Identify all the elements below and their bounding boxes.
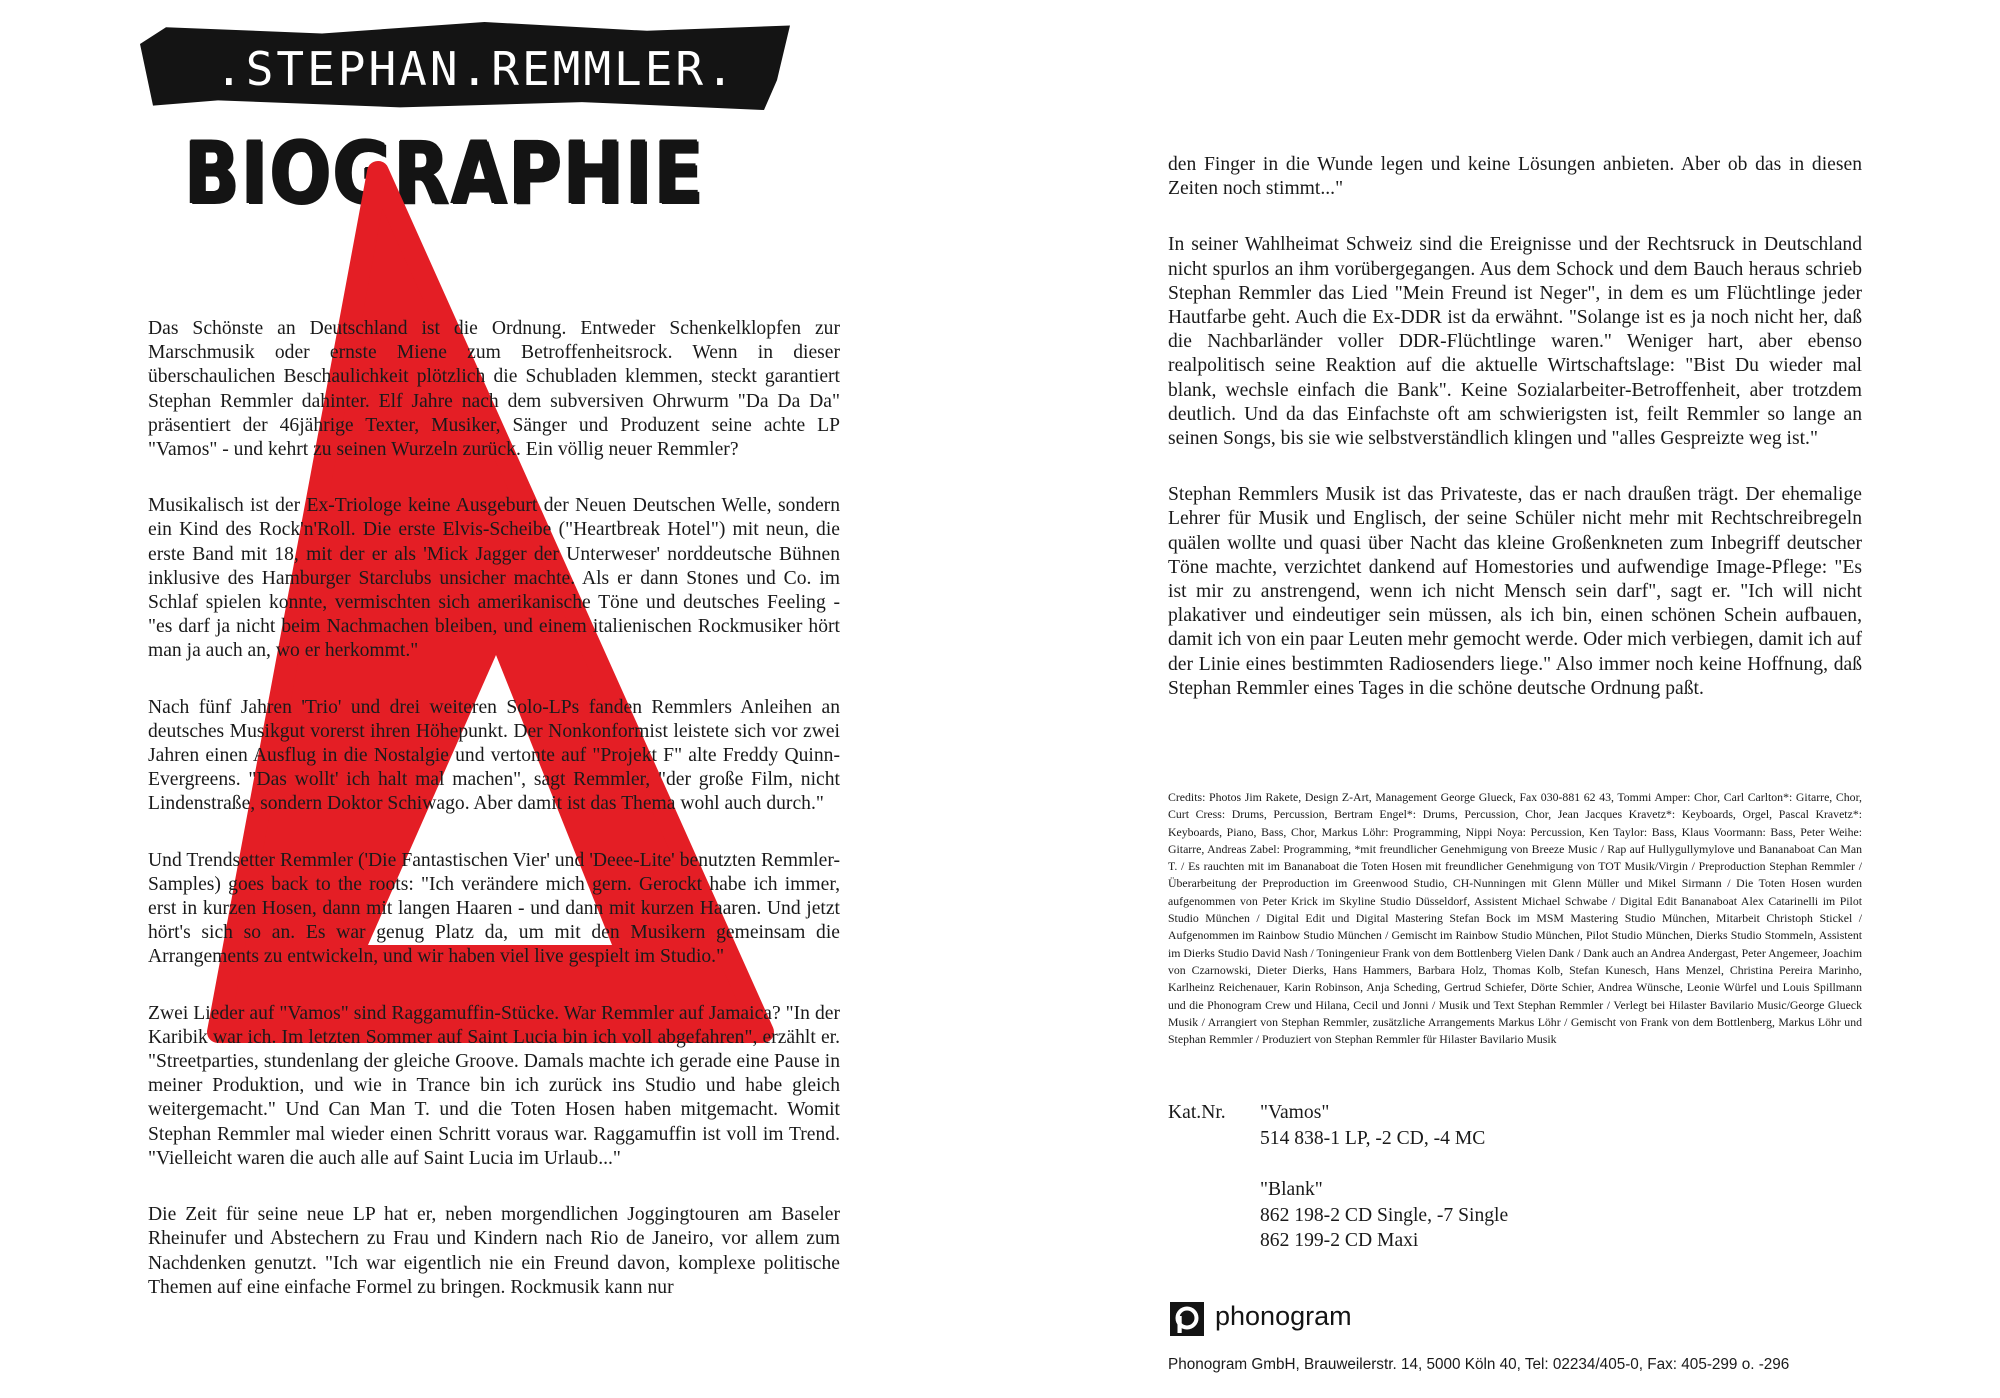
catalog-entries xyxy=(1260,1100,1660,1254)
release-formats: 514 838-1 LP, -2 CD, -4 MC xyxy=(1260,1127,1486,1149)
paragraph: Und Trendsetter Remmler ('Die Fantastischen Vier' und 'Deee-Lite' benutzten Remmler-Samples) goes back to the roots: "Ich verändere mich gern. Gerockt habe ich immer, erst in kurzen Hosen, dann mit langen Haaren - und dann mit kurzen Haaren. Und jetzt hört's sich so an. Es war genug Platz da, um mit den Musikern gemeinsam die Arrangements zu entwickeln, und wir haben viel live gespielt im Studio." xyxy=(148,849,840,968)
paragraph: In seiner Wahlheimat Schweiz sind die Ereignisse und der Rechtsruck in Deutschland nicht spurlos an ihm vorübergegangen. Aus dem Schock und dem Bauch heraus schrieb Stephan Remmler das Lied "Mein Freund ist Neger", in dem es um Flüchtlinge jeder Hautfarbe geht. Auch die Ex-DDR ist da erwähnt. "Solange ist es ja noch nicht her, daß die Nachbarländer voller DDR-Flüchtlinge waren." Weniger hart, aber ebenso realpolitisch seine Reaktion auf die aktuelle Wirtschaftslage: "Bist Du wieder mal blank, wechsle einfach die Bank". Keine Sozialarbeiter-Betroffenheit, aber trotzdem deutlich. Und da das Einfachste oft am schwierigsten ist, feilt Remmler so lange an seinen Songs, bis sie wie selbstverständlich klingen und "alles Gespreizte weg ist." xyxy=(1168,234,1862,450)
release-formats: 862 198-2 CD Single, -7 Single xyxy=(1260,1204,1509,1226)
catalog-label: Kat.Nr. xyxy=(1168,1102,1226,1123)
paragraph: Stephan Remmlers Musik ist das Privateste, das er nach draußen trägt. Der ehemalige Lehrer für Musik und Englisch, der seine Schüler nicht mehr mit Rechtschreibregeln quälen wollte und quasi über Nacht das kleine Großenkneten zum Inbegriff deutscher Töne machte, verzichtet dankend auf Homestories und aufwendige Image-Pflege: "Es ist mir zu anstrengend, wenn ich nicht Mensch sein darf", sagt er. "Ich will nicht plakativer und eindeutiger sein müssen, als ich bin, einen schönen Schein aufbauen, damit ich von ein paar Leuten mehr gemocht werde. Oder mich verbiegen, damit ich auf der Linie eines bestimmten Radiosenders liege." Also immer noch keine Hoffnung, daß Stephan Remmler eines Tages in die schöne deutsche Ordnung paßt. xyxy=(1168,484,1862,699)
paragraph: den Finger in die Wunde legen und keine Lösungen anbieten. Aber ob das in diesen Zeiten noch stimmt..." xyxy=(1168,154,1862,200)
left-text-column xyxy=(148,317,840,1300)
release-title: "Blank" xyxy=(1260,1179,1323,1200)
paragraph: Zwei Lieder auf "Vamos" sind Raggamuffin-Stücke. War Remmler auf Jamaica? "In der Karibik war ich. Im letzten Sommer auf Saint Lucia bin ich voll abgefahren", erzählt er. "Streetparties, stundenlang der gleiche Groove. Damals machte ich gerade eine Pause in meiner Produktion, und wie in Trance bin ich zurück ins Studio und habe gleich weitergemacht." Und Can Man T. und die Toten Hosen haben mitgemacht. Womit Stephan Remmler mal wieder einen Schritt voraus war. Raggamuffin ist voll im Trend. "Vielleicht waren die auch alle auf Saint Lucia im Urlaub..." xyxy=(148,1002,840,1169)
paragraph: Die Zeit für seine neue LP hat er, neben morgendlichen Joggingtouren am Baseler Rheinufer und Abstechern zu Frau und Kindern nach Rio de Janeiro, vor allem zum Nachdenken genutzt. "Ich war eigentlich nie ein Freund davon, komplexe politische Themen auf eine einfache Formel zu bringen. Rockmusik kann nur xyxy=(148,1204,840,1298)
credits-text: Credits: Photos Jim Rakete, Design Z-Art, Management George Glueck, Fax 030-881 62 43, Tommi Amper: Chor, Carl Carlton*: Gitarre, Chor, Curt Cress: Drums, Percussion, Bertram Engel*: Drums, Percussion, Chor, Jean Jacques Kravetz*: Keyboards, Orgel, Pascal Kravetz*: Keyboards, Piano, Bass, Chor, Markus Löhr: Programming, Nippi Noya: Percussion, Ken Taylor: Bass, Klaus Voormann: Bass, Peter Weihe: Gitarre, Andreas Zabel: Programming, *mit freundlicher Genehmigung von Breeze Music / Rap auf Hullygullymylove und Bananaboat Can Man T. / Es rauchten mit im Bananaboat die Toten Hosen mit freundlicher Genehmigung von TOT Musik/Virgin / Preproduction Stephan Remmler / Überarbeitung der Preproduction im Greenwood Studio, CH-Nunningen mit Glenn Müller und Mikel Sirmann / Die Toten Hosen wurden aufgenommen von Peter Krick im Skyline Studio Düsseldorf, Assistent Michael Schwabe / Digital Edit Bananaboat Alex Catarinelli im Pilot Studio München / Digital Edit und Digital Mastering Stefan Bock im MSM Mastering Studio München, Mitarbeit Christoph Stickel / Aufgenommen im Rainbow Studio München / Gemischt im Rainbow Studio München, Pilot Studio München, Dierks Studio Stommeln, Assistent im Dierks Studio David Nash / Toningenieur Frank von dem Bottlenberg Vielen Dank / Dank auch an Andrea Andergast, Peter Angemeer, Joachim von Czarnowski, Dieter Dierks, Hans Hammers, Barbara Holz, Thomas Kolb, Stefan Kunesch, Hans Menzel, Christina Pereira Marinho, Karlheinz Reichenauer, Karin Robinson, Anja Scheding, Gertrud Schiefer, Dörte Schier, Andrea Wünsche, Leonie Würfel und Louis Spillmann und die Phonogram Crew und Hilana, Cecil und Jonni / Musik und Text Stephan Remmler / Verlegt bei Hilaster Bavilario Music/George Glueck Musik / Arrangiert von Stephan Remmler, zusätzliche Arrangements Markus Löhr / Gemischt von Frank von dem Bottlenberg, Markus Löhr und Stephan Remmler / Produziert von Stephan Remmler für Hilaster Bavilario Musik xyxy=(1168,790,1862,1047)
company-address: Phonogram GmbH, Brauweilerstr. 14, 5000 Köln 40, Tel: 02234/405-0, Fax: 405-299 o. -296 xyxy=(1168,1356,1790,1373)
release-formats: 862 199-2 CD Maxi xyxy=(1260,1230,1419,1251)
logo-wordmark: phonogram xyxy=(1215,1301,1352,1331)
paragraph: Nach fünf Jahren 'Trio' und drei weiteren Solo-LPs fanden Remmlers Anleihen an deutsches Musikgut vorerst ihren Höhepunkt. Der Nonkonformist leistete sich vor zwei Jahren einen Ausflug in die Nostalgie und vertonte auf "Projekt F" alte Freddy Quinn-Evergreens. "Das wollt' ich halt mal machen", sagt Remmler, "der große Film, nicht Lindenstraße, sondern Doktor Schiwago. Aber damit ist das Thema wohl auch durch." xyxy=(148,696,840,815)
artist-name: .STEPHAN.REMMLER. xyxy=(215,42,737,96)
catalog-entry xyxy=(1260,1177,1660,1254)
phonogram-p-logo-icon xyxy=(1170,1302,1204,1336)
paragraph: Das Schönste an Deutschland ist die Ordnung. Entweder Schenkelklopfen zur Marschmusik oder ernste Miene zum Betroffenheitsrock. Wenn in dieser überschaulichen Beschaulichkeit plötzlich die Schubladen klemmen, steckt garantiert Stephan Remmler dahinter. Elf Jahre nach dem subversiven Ohrwurm "Da Da Da" präsentiert der 46jährige Texter, Musiker, Sänger und Produzent seine achte LP "Vamos" - und kehrt zu seinen Wurzeln zurück. Ein völlig neuer Remmler? xyxy=(148,318,840,461)
catalog-entry xyxy=(1260,1100,1660,1151)
right-page xyxy=(1000,0,2000,1398)
right-text-column xyxy=(1168,153,1862,701)
release-title: "Vamos" xyxy=(1260,1102,1330,1123)
paragraph: Musikalisch ist der Ex-Triologe keine Ausgeburt der Neuen Deutschen Welle, sondern ein Kind des Rock'n'Roll. Die erste Elvis-Scheibe ("Heartbreak Hotel") mit neun, die erste Band mit 18, mit der er als 'Mick Jagger der Unterweser' norddeutsche Bühnen inklusive des Hamburger Starclubs unsicher machte. Als er dann Stones und Co. im Schlaf spielen konnte, vermischten sich amerikanische Töne und deutsches Feeling - "es darf ja nicht beim Nachmachen bleiben, und einem italienischen Rockmusiker hört man ja auch an, wo er herkommt." xyxy=(148,495,840,662)
page-title: BIOGRAPHIE xyxy=(184,123,705,223)
